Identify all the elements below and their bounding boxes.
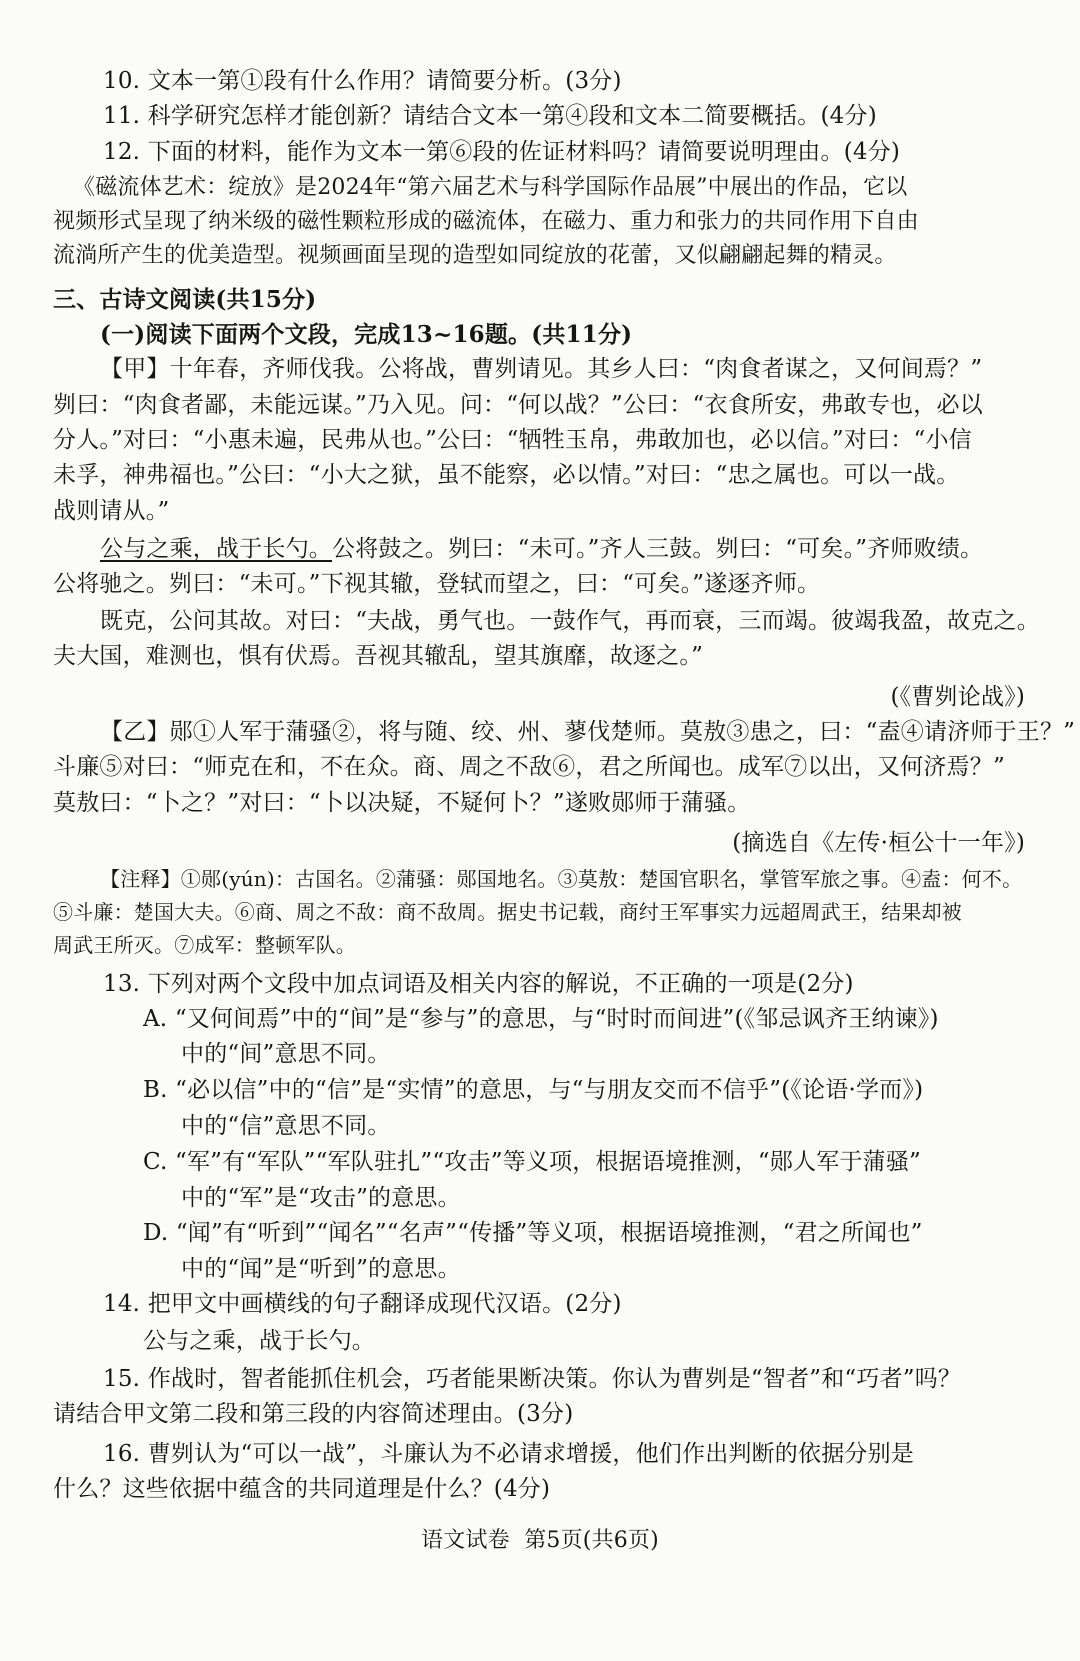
passage-yi-line: 斗廉⑤对曰：“师克在和，不在众。商、周之不敌⑥，君之所闻也。成军⑦以出，又何济焉？” bbox=[53, 754, 1005, 780]
question-10: 10. 文本一第①段有什么作用？请简要分析。(3分) bbox=[103, 68, 622, 94]
passage-jia-line: 夫大国，难测也，惧有伏焉。吾视其辙乱，望其旗靡，故逐之。” bbox=[53, 643, 704, 669]
passage-jia-line: 公将驰之。刿曰：“未可。”下视其辙，登轼而望之，曰：“可矣。”遂逐齐师。 bbox=[53, 571, 821, 597]
underlined-sentence: 公与之乘，战于长勺。 bbox=[100, 536, 332, 562]
material-line: 流淌所产生的优美造型。视频画面呈现的造型如同绽放的花蕾，又似翩翩起舞的精灵。 bbox=[53, 243, 897, 268]
section-heading: 三、古诗文阅读(共15分) bbox=[53, 286, 317, 313]
notes-line: 周武王所灭。⑦成军：整顿军队。 bbox=[53, 933, 356, 957]
passage-jia-line: 未孚，神弗福也。”公曰：“小大之狱，虽不能察，必以情。”对曰：“忠之属也。可以一战。 bbox=[53, 462, 960, 488]
passage-jia-line: 分人。”对曰：“小惠未遍，民弗从也。”公曰：“牺牲玉帛，弗敢加也，必以信。”对曰：“小信 bbox=[53, 427, 972, 453]
passage-yi-line: 【乙】郧①人军于蒲骚②，将与随、绞、州、蓼伐楚师。莫敖③患之，曰：“盍④请济师于王？” bbox=[100, 719, 1076, 745]
source-yi: (摘选自《左传·桓公十一年》) bbox=[732, 830, 1025, 856]
page-footer: 语文试卷 第5页(共6页) bbox=[421, 1528, 659, 1553]
question-15-cont: 请结合甲文第二段和第三段的内容简述理由。(3分) bbox=[53, 1401, 574, 1427]
option-a: A. “又何间焉”中的“间”是“参与”的意思，与“时时而间进”(《邹忌讽齐王纳谏》) bbox=[143, 1006, 939, 1032]
option-b: B. “必以信”中的“信”是“实情”的意思，与“与朋友交而不信乎”(《论语·学而》) bbox=[143, 1077, 924, 1103]
passage-jia-line: 战则请从。” bbox=[53, 498, 170, 524]
passage-jia-line: 【甲】十年春，齐师伐我。公将战，曹刿请见。其乡人曰：“肉食者谋之，又何间焉？” bbox=[100, 356, 983, 382]
question-14-sentence: 公与之乘，战于长勺。 bbox=[143, 1328, 375, 1354]
question-13: 13. 下列对两个文段中加点词语及相关内容的解说，不正确的一项是(2分) bbox=[103, 971, 854, 997]
option-d: D. “闻”有“听到”“闻名”“名声”“传播”等义项，根据语境推测，“君之所闻也” bbox=[143, 1220, 923, 1246]
passage-jia-text: 公将鼓之。刿曰：“未可。”齐人三鼓。刿曰：“可矣。”齐师败绩。 bbox=[332, 536, 984, 562]
passage-jia-line: 既克，公问其故。对曰：“夫战，勇气也。一鼓作气，再而衰，三而竭。彼竭我盈，故克之。 bbox=[100, 608, 1040, 634]
material-line: 《磁流体艺术：绽放》是2024年“第六届艺术与科学国际作品展”中展出的作品，它以 bbox=[73, 175, 908, 200]
question-16: 16. 曹刿认为“可以一战”，斗廉认为不必请求增援，他们作出判断的依据分别是 bbox=[103, 1441, 915, 1467]
option-a-cont: 中的“间”意思不同。 bbox=[181, 1041, 391, 1067]
notes-line: 【注释】①郧(yún)：古国名。②蒲骚：郧国地名。③莫敖：楚国官职名，掌管军旅之事。④盍：何不。 bbox=[100, 867, 1023, 891]
question-12: 12. 下面的材料，能作为文本一第⑥段的佐证材料吗？请简要说明理由。(4分) bbox=[103, 139, 901, 165]
passage-yi-line: 莫敖曰：“卜之？”对曰：“卜以决疑，不疑何卜？”遂败郧师于蒲骚。 bbox=[53, 790, 751, 816]
question-11: 11. 科学研究怎样才能创新？请结合文本一第④段和文本二简要概括。(4分) bbox=[103, 103, 877, 129]
material-line: 视频形式呈现了纳米级的磁性颗粒形成的磁流体，在磁力、重力和张力的共同作用下自由 bbox=[53, 209, 919, 234]
notes-line: ⑤斗廉：楚国大夫。⑥商、周之不敌：商不敌周。据史书记载，商纣王军事实力远超周武王，结果却被 bbox=[53, 900, 962, 924]
source-jia: (《曹刿论战》) bbox=[890, 684, 1025, 710]
passage-jia-line bbox=[100, 538, 983, 561]
option-b-cont: 中的“信”意思不同。 bbox=[181, 1113, 391, 1139]
passage-jia-line: 刿曰：“肉食者鄙，未能远谋。”乃入见。问：“何以战？”公曰：“衣食所安，弗敢专也，必以 bbox=[53, 392, 983, 418]
question-16-cont: 什么？这些依据中蕴含的共同道理是什么？(4分) bbox=[53, 1476, 551, 1502]
option-d-cont: 中的“闻”是“听到”的意思。 bbox=[181, 1256, 461, 1282]
subsection-heading: (一)阅读下面两个文段，完成13~16题。(共11分) bbox=[100, 321, 633, 348]
option-c-cont: 中的“军”是“攻击”的意思。 bbox=[181, 1185, 461, 1211]
option-c: C. “军”有“军队”“军队驻扎”“攻击”等义项，根据语境推测，“郧人军于蒲骚” bbox=[143, 1149, 921, 1175]
question-15: 15. 作战时，智者能抓住机会，巧者能果断决策。你认为曹刿是“智者”和“巧者”吗？ bbox=[103, 1366, 962, 1392]
question-14: 14. 把甲文中画横线的句子翻译成现代汉语。(2分) bbox=[103, 1291, 622, 1317]
